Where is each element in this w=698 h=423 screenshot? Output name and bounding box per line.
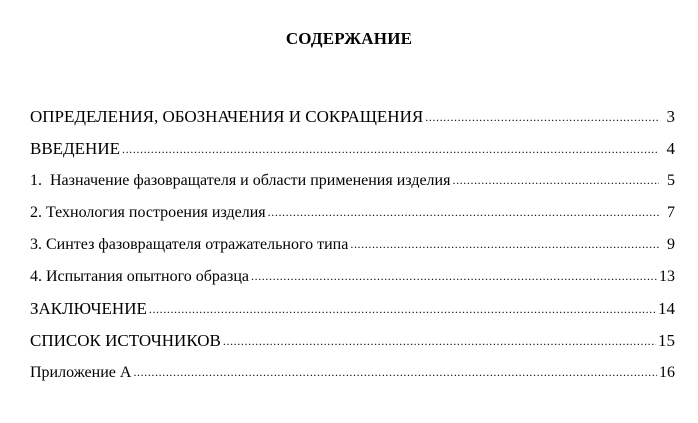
toc-entry-label: 4. Испытания опытного образца [30, 268, 249, 285]
table-of-contents [30, 105, 675, 393]
toc-entry-section-3 [30, 233, 675, 265]
dot-leader [223, 328, 656, 353]
page-title: СОДЕРЖАНИЕ [285, 29, 413, 48]
toc-entry-label: ОПРЕДЕЛЕНИЯ, ОБОЗНАЧЕНИЯ И СОКРАЩЕНИЯ [30, 107, 424, 126]
toc-entry-label: 2. Технология построения изделия [30, 204, 266, 221]
toc-entry-label: Приложение А [30, 364, 132, 381]
toc-entry-label: 3. Синтез фазовращателя отражательного типа [30, 236, 349, 253]
toc-entry-introduction [30, 137, 675, 169]
dot-leader [149, 296, 656, 321]
toc-page-number: 3 [666, 107, 675, 126]
toc-page-number: 5 [667, 172, 675, 189]
toc-entry-label: ЗАКЛЮЧЕНИЕ [30, 299, 147, 318]
toc-entry-references [30, 329, 675, 361]
toc-entry-label: ВВЕДЕНИЕ [30, 139, 120, 158]
toc-page-number: 9 [667, 236, 675, 253]
dot-leader [425, 104, 659, 129]
dot-leader [452, 168, 659, 192]
toc-page-number: 14 [658, 299, 675, 318]
dot-leader [122, 136, 659, 161]
toc-entry-conclusion [30, 297, 675, 329]
dot-leader [350, 232, 659, 256]
toc-entry-section-4 [30, 265, 675, 297]
toc-entry-section-2 [30, 201, 675, 233]
toc-entry-label: 1. Назначение фазовращателя и области применения изделия [30, 172, 451, 189]
dot-leader [251, 264, 657, 288]
toc-entry-section-1 [30, 169, 675, 201]
toc-entry-definitions [30, 105, 675, 137]
toc-page-number: 13 [659, 268, 675, 285]
toc-page-number: 7 [667, 204, 675, 221]
toc-page-number: 4 [666, 139, 675, 158]
dot-leader [133, 360, 657, 384]
toc-page-number: 15 [658, 331, 675, 350]
toc-entry-appendix-a [30, 361, 675, 393]
dot-leader [268, 200, 659, 224]
toc-page-number: 16 [659, 364, 675, 381]
toc-entry-label: СПИСОК ИСТОЧНИКОВ [30, 331, 221, 350]
